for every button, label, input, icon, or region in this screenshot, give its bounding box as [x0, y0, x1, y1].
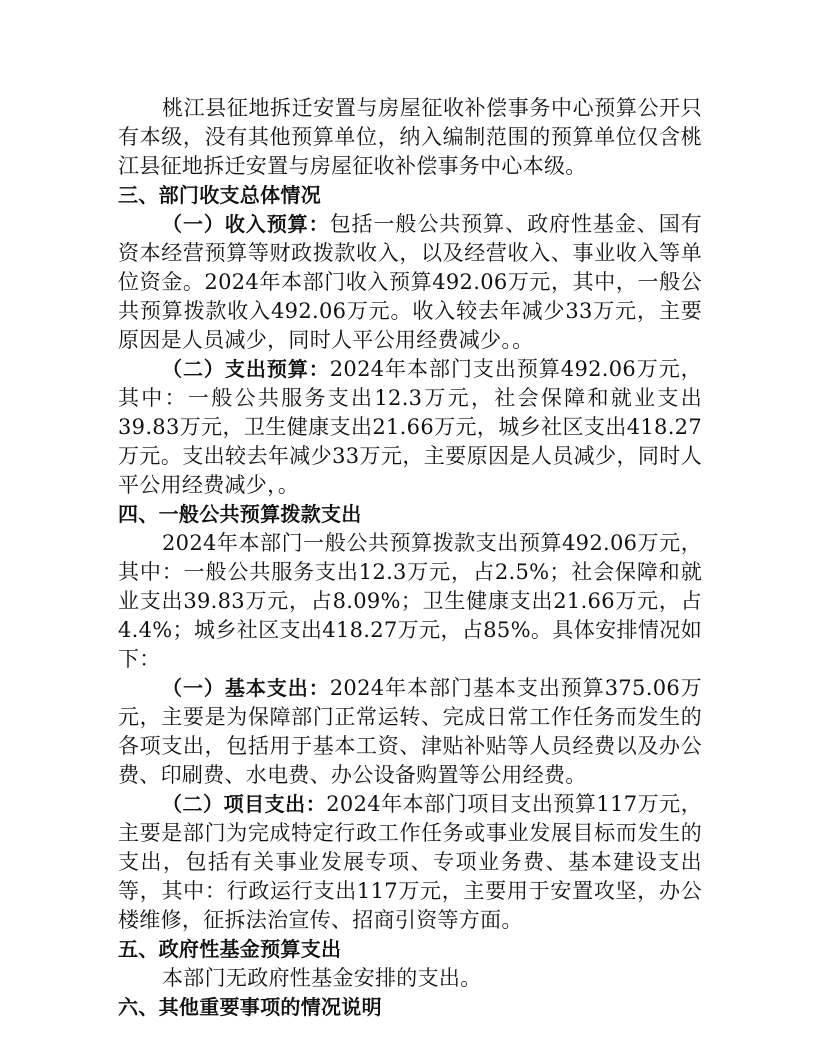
expense-budget-text: 2024年本部门支出预算492.06万元，其中：一般公共服务支出12.3万元，社会保障和就业支出39.83万元，卫生健康支出21.66万元，城乡社区支出418.27万元。支出较去年减少33万元，主要原因是人员减少，同时人平公用经费减少，。	[118, 357, 702, 497]
project-expense-lead: （二）项目支出：	[162, 792, 327, 816]
expense-budget-paragraph	[118, 355, 702, 500]
government-fund-text: 本部门无政府性基金安排的支出。	[162, 966, 482, 990]
income-budget-paragraph	[118, 210, 702, 355]
project-expense-text: 2024年本部门项目支出预算117万元，主要是部门为完成特定行政工作任务或事业发展目标而发生的支出，包括有关事业发展专项、专项业务费、基本建设支出等，其中：行政运行支出117万元，主要用于安置攻坚，办公楼维修，征拆法治宣传、招商引资等方面。	[118, 792, 702, 932]
basic-expense-paragraph	[118, 674, 702, 790]
income-budget-lead: （一）收入预算：	[162, 212, 330, 236]
section-4-heading: 四、一般公共预算拨款支出	[118, 502, 362, 526]
basic-expense-text: 2024年本部门基本支出预算375.06万元，主要是为保障部门正常运转、完成日常工作任务而发生的各项支出，包括用于基本工资、津贴补贴等人员经费以及办公费、印刷费、水电费、办公设备购置等公用经费。	[118, 676, 702, 787]
general-budget-summary: 2024年本部门一般公共预算拨款支出预算492.06万元，其中：一般公共服务支出12.3万元，占2.5%；社会保障和就业支出39.83万元，占8.09%；卫生健康支出21.66万元，占4.4%；城乡社区支出418.27万元，占85%。具体安排情况如下：	[118, 531, 702, 671]
project-expense-paragraph	[118, 790, 702, 935]
intro-paragraph: 桃江县征地拆迁安置与房屋征收补偿事务中心预算公开只有本级，没有其他预算单位，纳入编制范围的预算单位仅含桃江县征地拆迁安置与房屋征收补偿事务中心本级。	[118, 96, 702, 178]
section-3-heading: 三、部门收支总体情况	[118, 183, 321, 207]
income-budget-text: 包括一般公共预算、政府性基金、国有资本经营预算等财政拨款收入，以及经营收入、事业收入等单位资金。2024年本部门收入预算492.06万元，其中，一般公共预算拨款收入492.06万元。收入较去年减少33万元，主要原因是人员减少，同时人平公用经费减少。。	[118, 212, 702, 352]
section-6-heading: 六、其他重要事项的情况说明	[118, 995, 382, 1019]
section-5-heading: 五、政府性基金预算支出	[118, 937, 342, 961]
document-body	[118, 94, 702, 1022]
expense-budget-lead: （二）支出预算：	[162, 357, 330, 381]
basic-expense-lead: （一）基本支出：	[162, 676, 330, 700]
